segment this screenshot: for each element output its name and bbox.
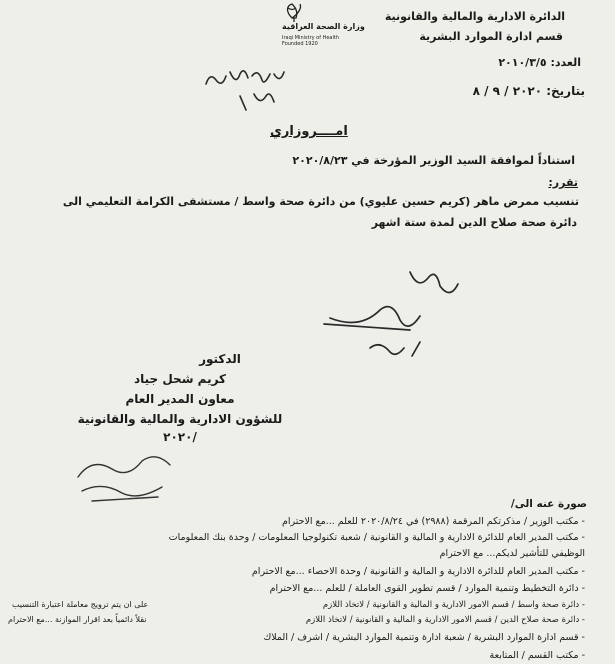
signatory-name: كريم شحل جياد [133,372,227,386]
page-title: امــــروزاري [270,124,348,139]
logo-ministry-ar: وزارة الصحة العراقية [282,22,365,31]
cc-side-note-1: على ان يتم ترويج معاملة اعتبارة التنسيب [12,600,149,609]
signatory-position: معاون المدير العام [125,392,235,406]
handwritten-number-mark-icon [200,62,310,118]
header-date: بتاريخ: ٢٠٢٠ / ٩ / ٨ [472,84,585,98]
cc-item-1: - مكتب الوزير / مذكرتكم المرقمة (٢٩٨٨) في ٢٠٢٠/٨/٢٤ للعلم ...مع الاحترام [281,516,585,527]
signatory-department: للشؤون الادارية والمالية والقانونية [77,412,283,426]
official-stamp-icon [72,447,177,507]
cc-item-3: الوظيفي للتأشير لديكم... مع الاحترام [439,548,585,559]
header-section: قسم ادارة الموارد البشرية [419,30,563,43]
header-number: العدد: ٢٠١٠/٣/٥ [498,56,581,69]
cc-item-2: - مكتب المدير العام للدائرة الادارية و المالية و القانونية / شعبة تكنولوجيا المعلومات / وحدة بنك المعلومات [168,532,585,543]
cc-side-note-2: نقلاً دائمياً بعد اقرار الموازنة ...مع الاحترام [8,615,147,624]
decision-line-2: دائرة صحة صلاح الدين لمدة ستة اشهر [371,216,577,229]
cc-label: صورة عنه الى/ [510,498,587,510]
decision-line-1: تنسيب ممرض ماهر (كريم حسين عليوي) من دائرة صحة واسط / مستشفى الكرامة التعليمي الى [62,195,579,208]
handwritten-signature-icon [300,260,480,370]
logo-ministry-en: Iraqi Ministry of Health [282,35,340,41]
decision-label: تقرر: [548,176,578,189]
cc-item-5: - دائرة التخطيط وتنمية الموارد / قسم تطوير القوى العاملة / للعلم ...مع الاحترام [269,583,585,594]
signatory-year: ٢٠٢٠/ [163,430,197,444]
signatory-title: الدكتور [199,352,241,366]
header-directorate: الدائرة الادارية والمالية والقانونية [384,10,565,23]
body-reference: استناداً لموافقة السيد الوزير المؤرخة في ٢٠٢٠/٨/٢٣ [292,154,575,167]
cc-item-8: - قسم ادارة الموارد البشرية / شعبة ادارة وتنمية الموارد البشرية / اشرف / الملاك [263,632,585,643]
cc-item-9: - مكتب القسم / المتابعة [489,650,585,661]
cc-item-6: - دائرة صحة واسط / قسم الامور الادارية و المالية و القانونية / لاتخاذ اللازم [322,600,585,610]
cc-item-7: - دائرة صحة صلاح الدين / قسم الامور الادارية و المالية و القانونية / لاتخاذ اللازم [305,615,585,625]
logo-founded: Founded 1920 [282,41,318,47]
cc-item-4: - مكتب المدير العام للدائرة الادارية و المالية و القانونية / وحدة الاحصاء ...مع الاحترام [251,566,585,577]
